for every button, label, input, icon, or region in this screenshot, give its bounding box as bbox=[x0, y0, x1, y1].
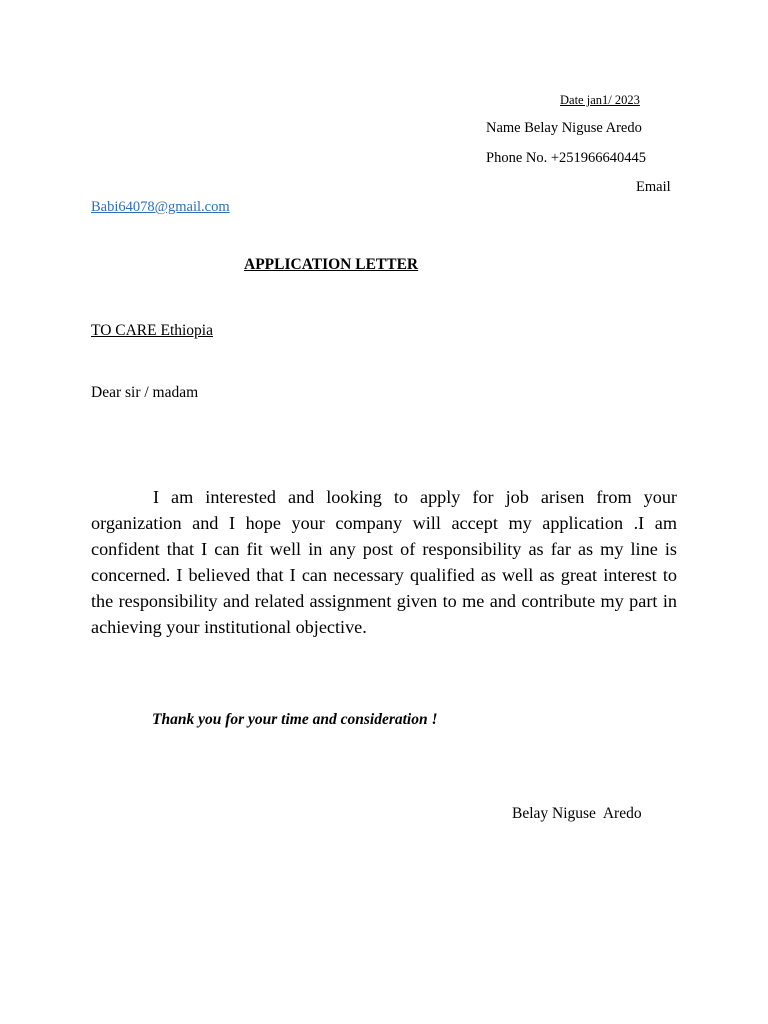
sender-phone: Phone No. +251966640445 bbox=[486, 150, 647, 166]
letter-date: Date jan1/ 2023 bbox=[560, 93, 640, 107]
sender-email-label: Email bbox=[636, 179, 671, 195]
letter-salutation: Dear sir / madam bbox=[91, 384, 199, 401]
sender-email-link[interactable]: Babi64078@gmail.com bbox=[91, 199, 230, 215]
letter-signature: Belay Niguse Aredo bbox=[512, 805, 642, 822]
sender-name: Name Belay Niguse Aredo bbox=[486, 120, 642, 136]
letter-body: I am interested and looking to apply for job arisen from your organization and I hope your company will accept my application .I am confident that I can fit well in any post of responsibility as far as my line is concerned. I believed that I can necessary qualified as well as great interest to the responsibility and related assignment given to me and contribute my part in achieving your institutional objective. bbox=[91, 487, 677, 637]
letter-title: APPLICATION LETTER bbox=[244, 256, 419, 273]
letter-recipient: TO CARE Ethiopia bbox=[91, 322, 213, 339]
letter-closing: Thank you for your time and consideration ! bbox=[152, 711, 438, 728]
